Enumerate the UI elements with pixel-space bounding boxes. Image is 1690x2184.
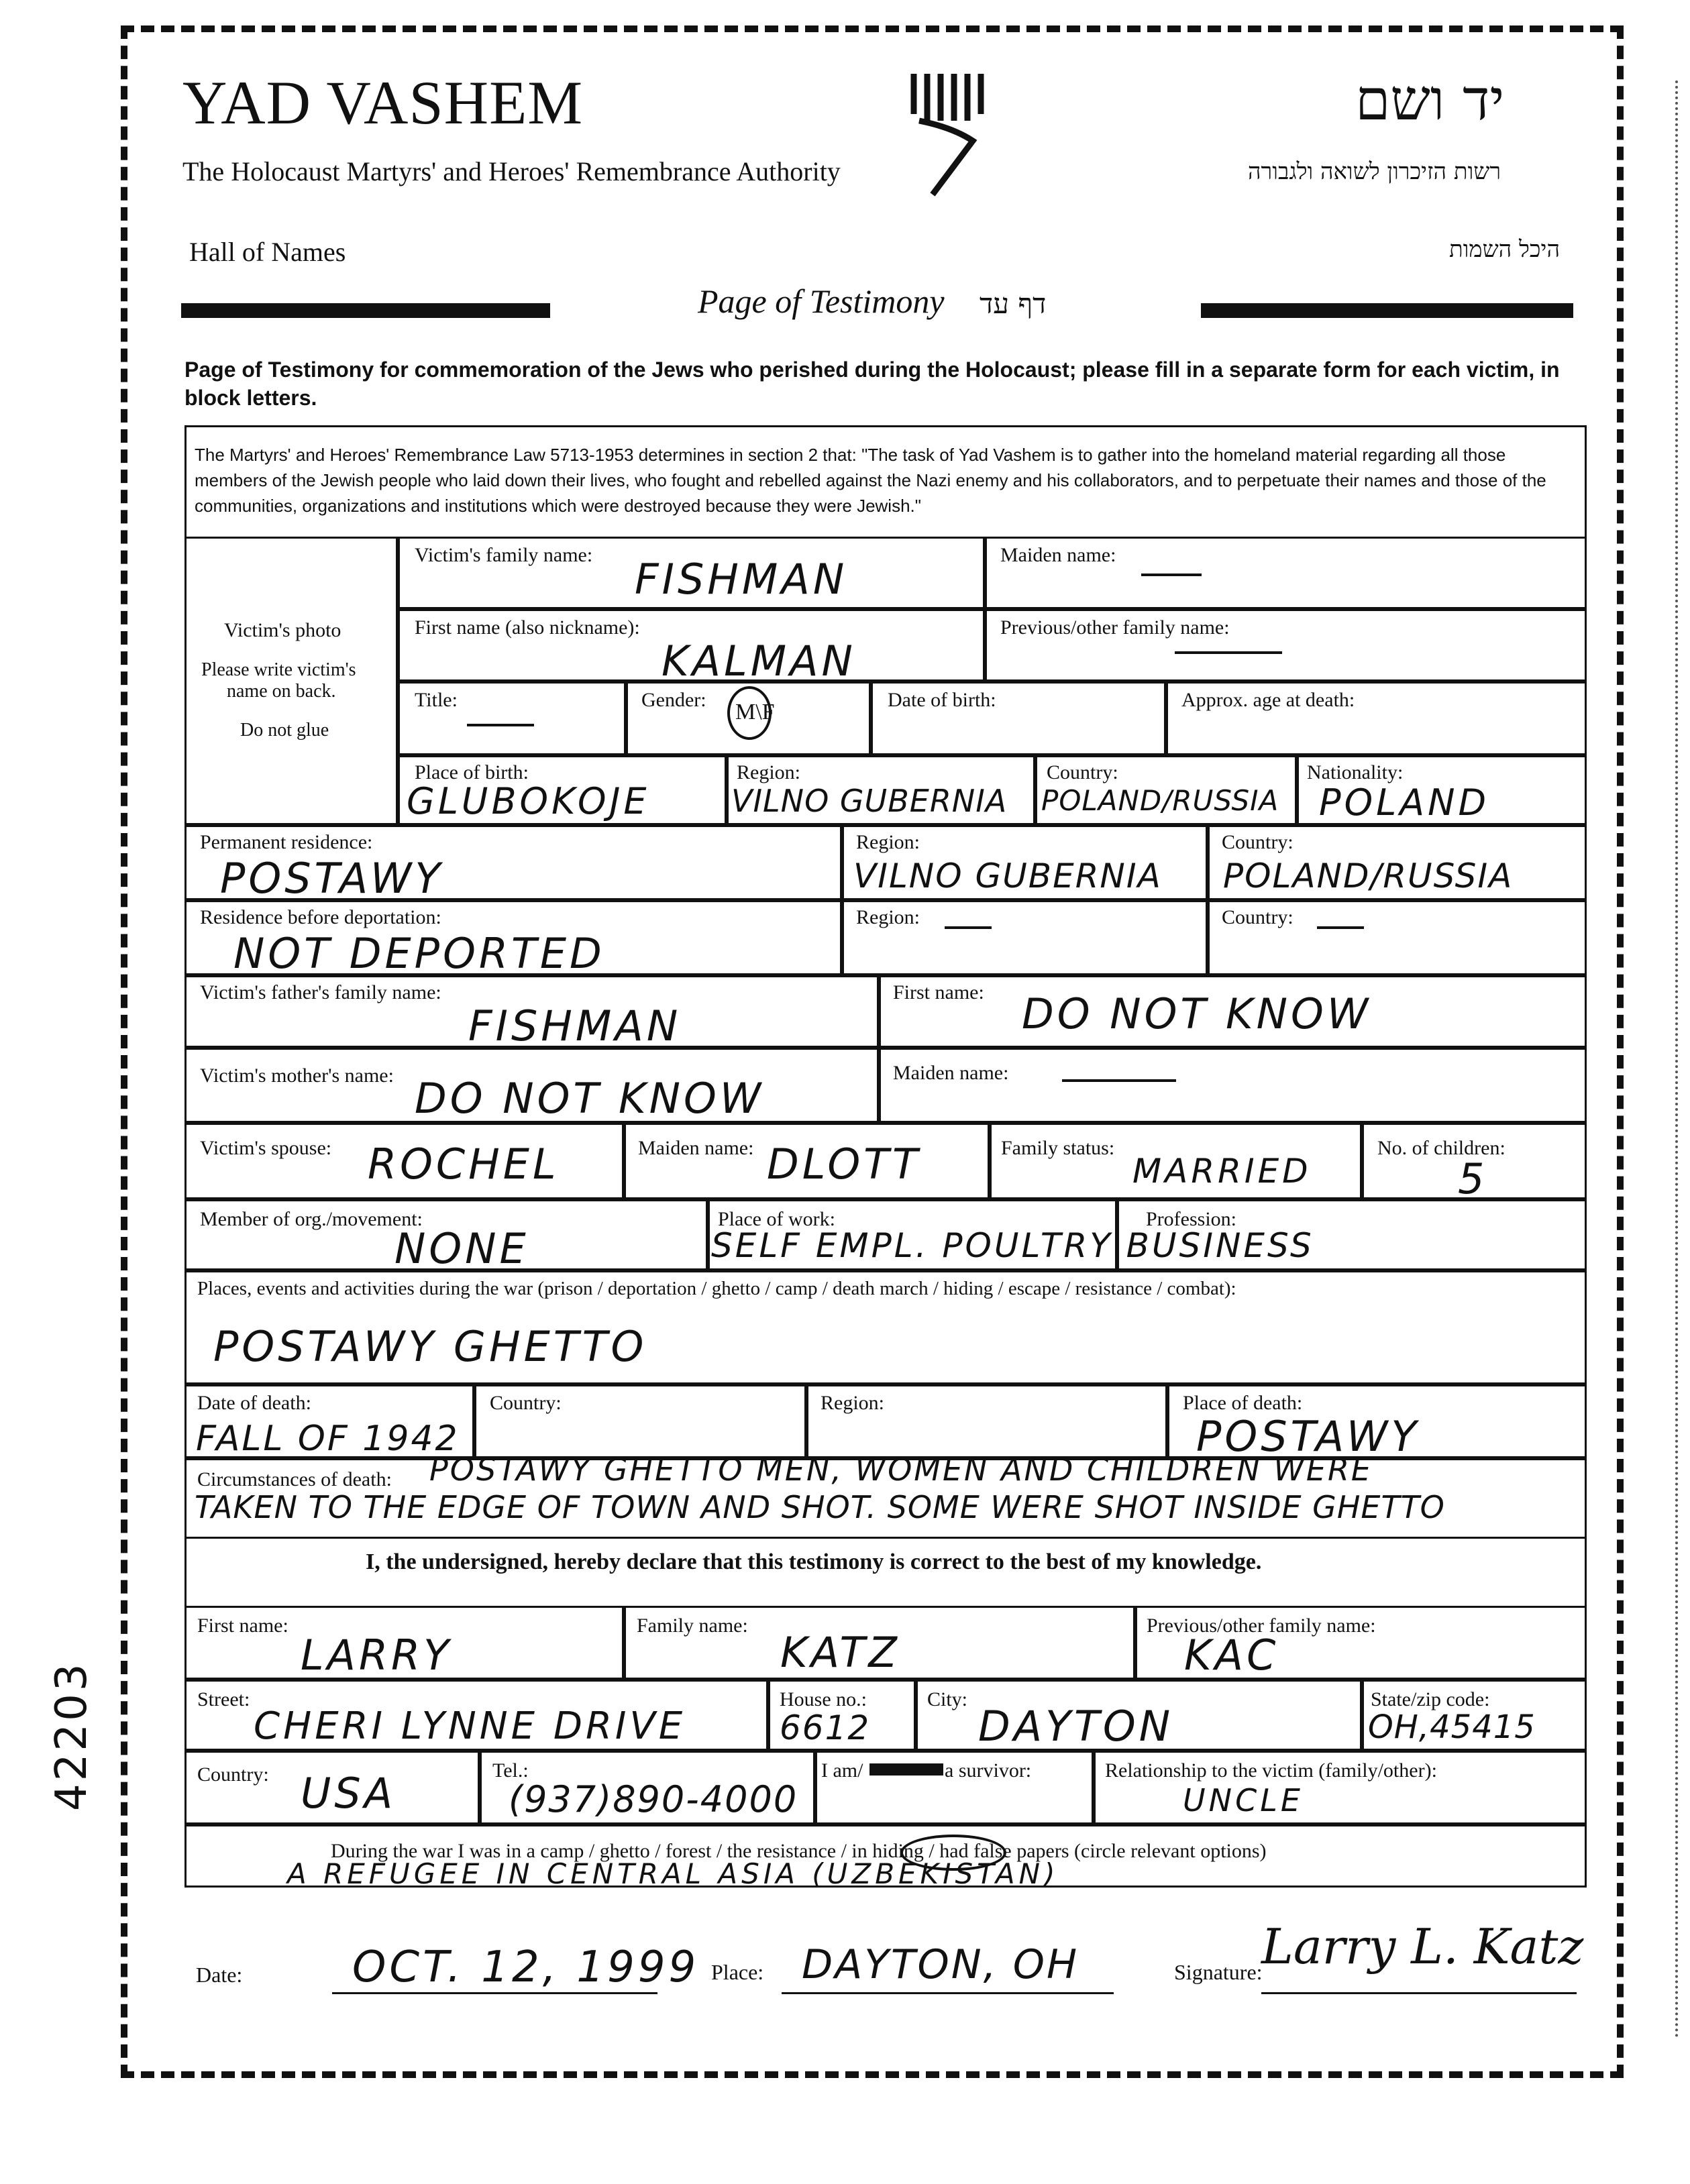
circumstances-field[interactable]: Circumstances of death: — [184, 1458, 1587, 1539]
city-value: DAYTON — [978, 1702, 1174, 1751]
father-first-name-value: DO NOT KNOW — [1022, 989, 1372, 1038]
family-name-value: FISHMAN — [635, 555, 848, 604]
previous-name-field[interactable]: Previous/other family name: — [985, 609, 1587, 681]
residence-country-field[interactable]: Country: POLAND/RUSSIA — [1208, 825, 1587, 900]
work-profession-value: SELF EMPL. POULTRY BUSINESS — [711, 1226, 1314, 1265]
page-title-hebrew: דף עד — [980, 287, 1047, 320]
submitter-country-value: USA — [301, 1769, 397, 1818]
birth-region-value: VILNO GUBERNIA — [731, 783, 1008, 819]
first-name-value: KALMAN — [662, 637, 856, 686]
birth-country-field[interactable]: Country: POLAND/RUSSIA — [1035, 755, 1297, 825]
residence-region-value: VILNO GUBERNIA — [853, 857, 1162, 895]
date-label: Date: — [196, 1963, 243, 1987]
gender-field[interactable]: Gender: M\F — [626, 681, 871, 755]
header-bar-right — [1201, 303, 1573, 318]
hall-of-names: Hall of Names — [189, 237, 346, 267]
mother-name-field[interactable]: Victim's mother's name: DO NOT KNOW — [184, 1048, 879, 1123]
date-of-death-field[interactable]: Date of death: FALL OF 1942 — [184, 1384, 474, 1458]
yad-vashem-logo-icon — [906, 67, 1000, 201]
photo-title: Victim's photo — [224, 619, 341, 641]
father-family-name-value: FISHMAN — [468, 1001, 682, 1050]
children-field[interactable]: No. of children: 5 — [1362, 1123, 1587, 1199]
gender-options: M\F — [735, 700, 775, 724]
declaration-text: I, the undersigned, hereby declare that this testimony is correct to the best of my knowledge. — [366, 1549, 1262, 1574]
place-of-work-field[interactable]: Place of work: — [708, 1199, 1117, 1270]
authority-name: The Holocaust Martyrs' and Heroes' Remembrance Authority — [182, 156, 841, 186]
place-of-death-value: POSTAWY — [1196, 1412, 1420, 1461]
spouse-value: ROCHEL — [368, 1140, 560, 1189]
places-events-value: POSTAWY GHETTO — [213, 1322, 647, 1371]
redaction-mark — [869, 1763, 943, 1776]
circumstances-value-1: POSTAWY GHETTO MEN, WOMEN AND CHILDREN WERE — [429, 1452, 1373, 1488]
birth-country-value: POLAND/RUSSIA — [1041, 784, 1279, 817]
city-field[interactable]: City: DAYTON — [916, 1680, 1362, 1751]
date-of-death-value: FALL OF 1942 — [196, 1419, 460, 1459]
member-org-value: NONE — [394, 1224, 529, 1273]
street-value: CHERI LYNNE DRIVE — [254, 1704, 686, 1748]
photo-instruction-2: name on back. — [227, 681, 336, 702]
during-war-field[interactable]: During the war I was in a camp / ghetto / forest / the resistance / in hiding / had false papers (circle relevant options) A REFUGEE IN CENTRAL ASIA (UZBEKISTAN) — [184, 1824, 1587, 1888]
birth-region-field[interactable]: Region: VILNO GUBERNIA — [727, 755, 1035, 825]
place-of-death-field[interactable]: Place of death: POSTAWY — [1167, 1384, 1587, 1458]
residence-before-deportation-value: NOT DEPORTED — [233, 929, 605, 978]
member-org-field[interactable]: Member of org./movement: NONE — [184, 1199, 708, 1270]
page-title: Page of Testimony — [698, 282, 945, 320]
relationship-field[interactable]: Relationship to the victim (family/other): UNCLE — [1094, 1751, 1587, 1824]
family-name-field[interactable]: Victim's family name: FISHMAN — [398, 537, 985, 609]
death-region-field[interactable]: Region: — [806, 1384, 1167, 1458]
family-status-field[interactable]: Family status: MARRIED — [990, 1123, 1362, 1199]
deportation-country-field[interactable]: Country: — [1208, 900, 1587, 975]
photo-instruction-3: Do not glue — [240, 720, 329, 741]
submitter-family-name-field[interactable]: Family name: KATZ — [624, 1606, 1135, 1680]
gender-circle — [727, 686, 772, 740]
submitter-previous-name-value: KAC — [1184, 1631, 1279, 1680]
submitter-first-name-field[interactable]: First name: LARRY — [184, 1606, 624, 1680]
maiden-name-field[interactable]: Maiden name: — [985, 537, 1587, 609]
places-events-field[interactable]: Places, events and activities during the war (prison / deportation / ghetto / camp / death march / hiding / escape / resistance / combat): POSTAWY GHETTO — [184, 1270, 1587, 1384]
hall-of-names-hebrew: היכל השמות — [1449, 236, 1561, 263]
children-value: 5 — [1458, 1154, 1488, 1203]
submitter-family-name-value: KATZ — [780, 1628, 900, 1677]
nationality-field[interactable]: Nationality: POLAND — [1297, 755, 1587, 825]
law-text: The Martyrs' and Heroes' Remembrance Law 5713-1953 determines in section 2 that: "The task of Yad Vashem is to gather into the homeland material regarding all those members of the Jewish people who laid down their lives, who fought and rebelled against the Nazi enemy and his collaborators, and to perpetuate their names and those of the communities, organizations and institutions which were destroyed because they were Jewish." — [195, 445, 1546, 516]
brand-title: YAD VASHEM — [182, 68, 584, 137]
death-country-field[interactable]: Country: — [474, 1384, 806, 1458]
mother-name-value: DO NOT KNOW — [415, 1074, 765, 1123]
submitter-previous-name-field[interactable]: Previous/other family name: KAC — [1135, 1606, 1587, 1680]
house-no-field[interactable]: House no.: 6612 — [768, 1680, 916, 1751]
title-field[interactable]: Title: — [398, 681, 626, 755]
signature-label: Signature: — [1174, 1960, 1263, 1984]
street-field[interactable]: Street: CHERI LYNNE DRIVE — [184, 1680, 768, 1751]
residence-country-value: POLAND/RUSSIA — [1223, 857, 1514, 895]
place-value: DAYTON, OH — [802, 1941, 1079, 1988]
date-value: OCT. 12, 1999 — [352, 1943, 700, 1992]
spouse-maiden-name-value: DLOTT — [767, 1140, 921, 1189]
state-zip-value: OH,45415 — [1368, 1708, 1536, 1746]
authority-hebrew: רשות הזיכרון לשואה ולגבורה — [1248, 158, 1501, 185]
father-family-name-field[interactable]: Victim's father's family name: FISHMAN — [184, 975, 879, 1048]
during-war-value: A REFUGEE IN CENTRAL ASIA (UZBEKISTAN) — [287, 1857, 1059, 1890]
place-of-birth-value: GLUBOKOJE — [407, 780, 650, 822]
house-no-value: 6612 — [780, 1708, 871, 1747]
place-label: Place: — [711, 1960, 764, 1984]
victim-photo-box — [184, 537, 398, 825]
family-status-value: MARRIED — [1132, 1152, 1312, 1191]
right-edge-marks — [1675, 80, 1678, 2039]
state-zip-field[interactable]: State/zip code: OH,45415 — [1362, 1680, 1587, 1751]
profession-field[interactable]: Profession: — [1117, 1199, 1587, 1270]
relationship-value: UNCLE — [1183, 1782, 1304, 1818]
date-of-birth-field[interactable]: Date of birth: — [871, 681, 1166, 755]
place-of-birth-field[interactable]: Place of birth: GLUBOKOJE — [398, 755, 727, 825]
father-first-name-field[interactable]: First name: DO NOT KNOW — [879, 975, 1587, 1048]
tel-field[interactable]: Tel.: (937)890-4000 — [480, 1751, 815, 1824]
signature-value: Larry L. Katz — [1261, 1918, 1584, 1975]
brand-hebrew: יד ושם — [1355, 67, 1505, 133]
residence-region-field[interactable]: Region: VILNO GUBERNIA — [842, 825, 1208, 900]
permanent-residence-field[interactable]: Permanent residence: POSTAWY — [184, 825, 842, 900]
header-bar-left — [181, 303, 550, 318]
survivor-field[interactable]: I am/ a survivor: — [815, 1751, 1094, 1824]
deportation-region-field[interactable]: Region: — [842, 900, 1208, 975]
nationality-value: POLAND — [1319, 781, 1490, 824]
circumstances-value-2: TAKEN TO THE EDGE OF TOWN AND SHOT. SOME WERE SHOT INSIDE GHETTO — [195, 1489, 1445, 1525]
spouse-field[interactable]: Victim's spouse: ROCHEL — [184, 1123, 624, 1199]
first-name-field[interactable]: First name (also nickname): KALMAN — [398, 609, 985, 681]
intro-text: Page of Testimony for commemoration of the Jews who perished during the Holocaust; please fill in a separate form for each victim, in block letters. — [184, 358, 1560, 410]
margin-number: 42203 — [47, 1661, 97, 1811]
mother-maiden-name-field[interactable]: Maiden name: — [879, 1048, 1587, 1123]
submitter-first-name-value: LARRY — [301, 1631, 452, 1680]
submitter-country-field[interactable]: Country: USA — [184, 1751, 480, 1824]
age-at-death-field[interactable]: Approx. age at death: — [1166, 681, 1587, 755]
tel-value: (937)890-4000 — [509, 1778, 798, 1820]
spouse-maiden-name-field[interactable]: Maiden name: DLOTT — [624, 1123, 990, 1199]
photo-instruction-1: Please write victim's — [201, 659, 356, 680]
permanent-residence-value: POSTAWY — [220, 854, 444, 903]
residence-before-deportation-field[interactable]: Residence before deportation: NOT DEPORTED — [184, 900, 842, 975]
